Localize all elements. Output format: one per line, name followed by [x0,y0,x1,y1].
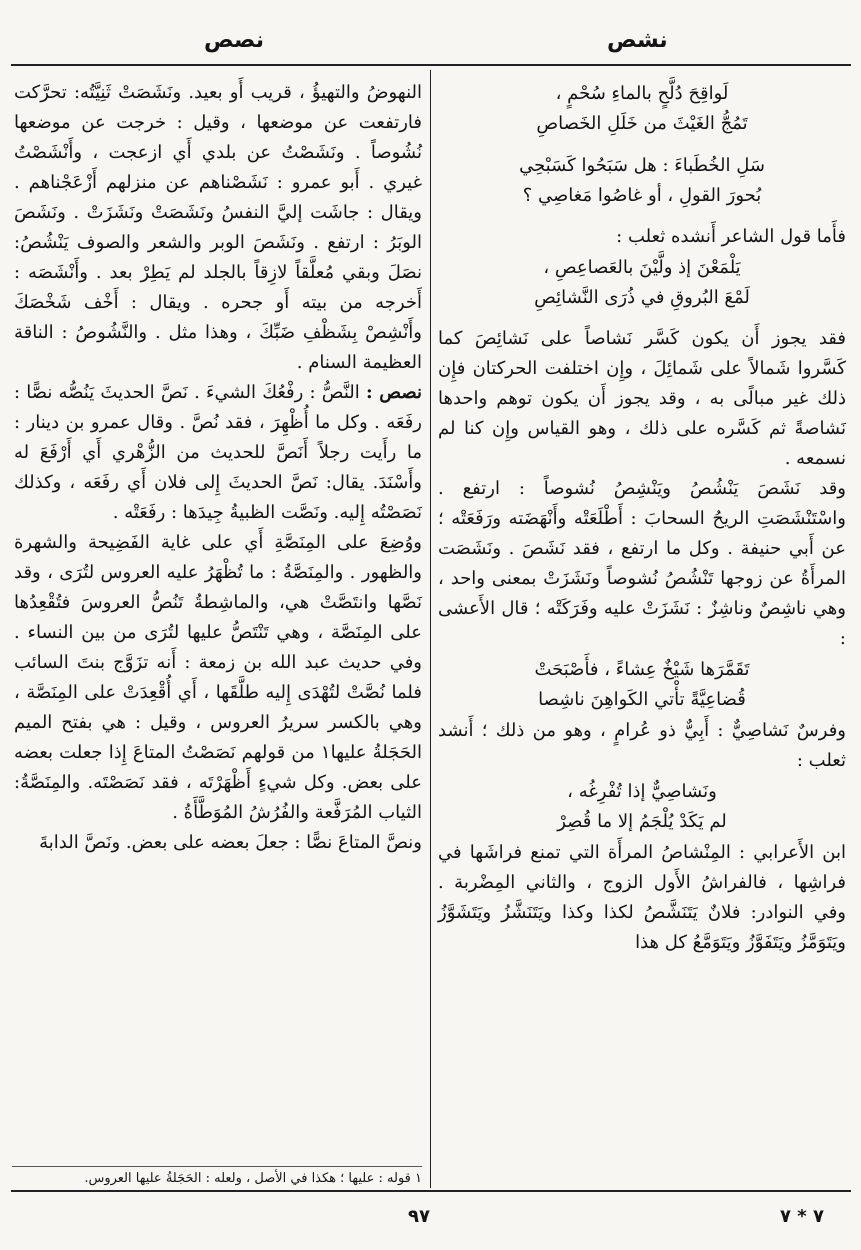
entry-text: النَّصُّ : رفْعُكَ الشيءَ . نَصَّ الحديثَ يَنُصُّه نصًّا : رفَعَه . وكل ما أُظْهِرَ ، فقد نُصَّ . وقال عمرو بن دينار : ما رأَيت رجلاً أَنَصَّ للحديث من الزُّهْري أَي أَرْفَعَ له وأَسْنَدَ. يقال: نَصَّ الحديثَ إِلى فلان أَي رفَعَه ، وكذلك نَصَصْتُه إِليه. ونَصَّت الظبيةُ جِيدَها : رفَعَتْه . [14,382,422,523]
page-number: ٩٧ [408,1206,430,1227]
footnote-rule [12,1166,422,1167]
entry-paragraph [14,378,422,528]
verse-line: تَمُجُّ الغَيْثَ من خَلَلِ الخَصاصِ [536,113,748,134]
bottom-rule [11,1190,851,1192]
verse-line: بُحورَ القولِ ، أو غاصُوا مَغاصِي ؟ [522,185,762,206]
top-rule [11,64,851,66]
footnote: ١ قوله : عليها ؛ هكذا في الأصل ، ولعله : الحَجَلةُ عليها العروس. [84,1171,422,1186]
paragraph: ووُضِعَ على المِنَصَّةِ أَي على غاية الفَضِيحة والشهرة والظهور . والمِنَصَّةُ : ما تُظْهَرُ عليه العروس لتُرَى ، وقد نَصَّها وانتَصَّتْ هي، والماشِطةُ تَنُصُّ العروسَ فتُقْعِدُها على المِنَصَّة ، وهي تَنْتَصُّ عليها لتُرَى من بين النساء . وفي حديث عبد الله بن زمعة : أَنه تزَوَّج بنتَ السائب فلما نُصَّتْ لتُهْدَى إِليه طلَّقَها ، أَي أُقْعِدَتْ على المِنَصَّة ، وهي بالكسر سريرُ العروس ، وقيل : هي بفتح الميم الحَجَلةُ عليها١ من قولهم نَصَصْتُ المتاعَ إِذا جعلت بعضه على بعض. وكل شيءٍ أَظْهَرْتَه ، فقد نَصَصْتَه. والمِنَصَّةُ: الثياب المُرَفَّعة والفُرُشُ المُوَطَّأَةُ . [14,532,422,823]
column-divider [430,70,431,1188]
paragraph: ونصَّ المتاعَ نصًّا : جعلَ بعضه على بعض. ونَصَّ الدابةَ [39,832,422,853]
verse-line: لم يَكَدْ يُلْجَمُ إلا ما قُصِرْ [557,811,727,832]
verse-line: سَلِ الخُطَباءَ : هل سَبَحُوا كَسَبْحِي [519,155,765,176]
verse-line: يَلْمَعْنَ إذ ولَّيْنَ بالعَصاعِصِ ، [543,257,741,278]
paragraph: وقد نَشَصَ يَنْشُصُ ويَنْشِصُ نُشوصاً : ارتفع . واسْتَنْشَصَتِ الريحُ السحابَ : أَطْلَعَتْه وأَنْهَضَته ورَفَعَتْه ؛ عن أَبي حنيفة . وكل ما ارتفع ، فقد نَشَصَ . ونَشَصَت المرأَةُ عن زوجها تَنْشُصُ نُشوصاً ونَشَزَتْ بمعنى واحد ، وهي ناشِصٌ وناشِزٌ : نَشَزَتْ عليه وفَرَكَتْه ؛ قال الأَعشى : [438,478,846,649]
volume-page-number: ٧ * ٧ [780,1206,824,1227]
entry-headword: نصص : [365,382,422,403]
left-column [14,78,422,858]
running-head-left: نصص [204,28,264,53]
verse-line: تَقَمَّرَها شَيْخٌ عِشاءً ، فأَصْبَحَتْ [534,659,750,680]
verse-line: ونَشاصِيٌّ إذا تُفْرِغُه ، [567,781,717,802]
paragraph: وفرسٌ نَشاصِيٌّ : أَبِيٌّ ذو عُرامٍ ، وهو من ذلك ؛ أَنشد ثعلب : [438,720,846,771]
verse-line: قُضاعِيَّةً تأْتي الكَواهِنَ ناشِصا [538,689,746,710]
paragraph: فأَما قول الشاعر أَنشده ثعلب : [616,226,846,247]
running-head-right: نشص [607,28,668,53]
paragraph: فقد يجوز أَن يكون كَسَّر نَشاصاً على نَشائِصَ كما كَسَّروا شَمالاً على شَمائِلَ ، وإِن اختلفت الحركتان فإِن ذلك غير مبالًى به ، وقد يجوز أَن يكون توهم واحدها نَشاصةً ثم كَسَّره على ذلك ، وهو القياس وإِن كنا لم نسمعه . [438,328,846,469]
paragraph: ابن الأَعرابي : المِنْشاصُ المرأَة التي تمنع فراشَها في فراشِها ، فالفراشُ الأَول الزوج ، والثاني المِضْربة . وفي النوادر: فلانٌ يَتَنَشَّصُ لكذا وكذا ويَتَنَشَّزُ ويَتَشَوَّزُ ويَتَوَمَّزُ ويَتَفَوَّزُ ويَتَوَمَّعُ كل هذا [438,842,846,953]
paragraph: النهوضُ والتهيؤُ ، قريب أَو بعيد. ونَشَصَتْ ثَنِيَّتُه: تحرَّكت فارتفعت عن موضعها ، وقيل : خرجت عن موضعها نُشُوصاً . ونَشَصْتُ عن بلدي أَي ازعجت ، وأَنْشَصْتُ غيري . أَبو عمرو : نَشَصْناهم عن منزلهم أَزْعَجْناهم . ويقال : جاشَت إليَّ النفسُ ونَشَصَتْ ونَشَزَتْ . ونَشَصَ الوبَرُ : ارتفع . ونَشَصَ الوبر والشعر والصوف يَنْشُصُ: نصَلَ وبقي مُعلَّقاً لازِقاً بالجلد لم يَطِرْ بعد . وأَنْشَصَه : أَخرجه من بيته أَو جحره . ويقال : أَخْف شَخْصَكَ وأَنْشِصْ بِشَظْفِ ضَبِّكَ ، وهذا مثل . والنَّشُوصُ : الناقة العظيمة السنام . [14,82,422,373]
verse-line: لَواقِحَ دُلَّحٍ بالماءِ سُحْمٍ ، [555,83,729,104]
verse-line: لَمْعَ البُروقِ في ذُرَى النَّشائِصِ [534,287,750,308]
right-column [438,78,846,958]
